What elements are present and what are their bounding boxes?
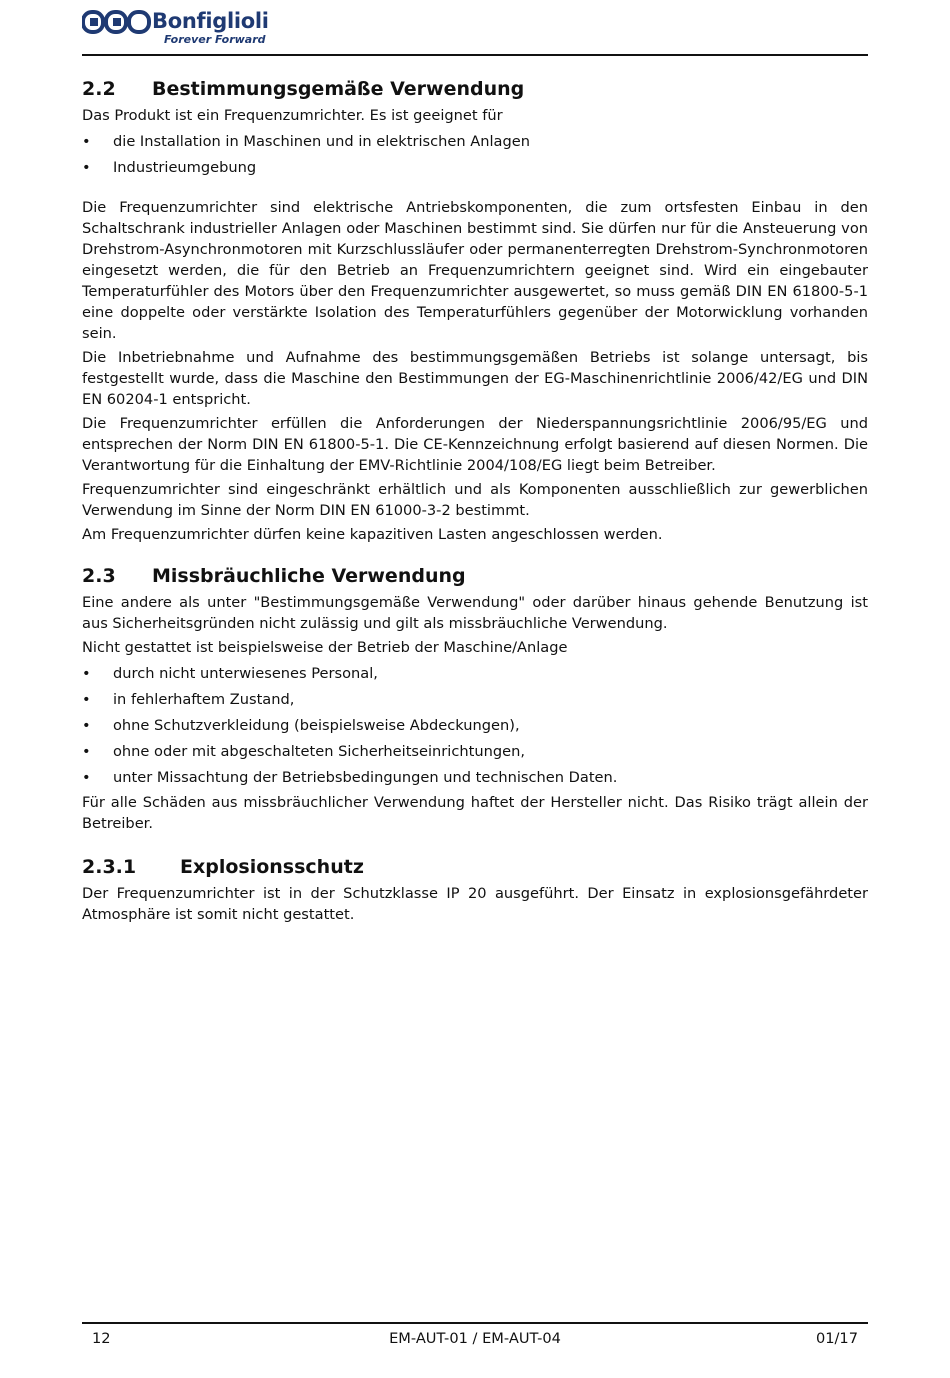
bullet-icon: •: [82, 159, 91, 176]
bullet-icon: •: [82, 717, 91, 734]
paragraph: Am Frequenzumrichter dürfen keine kapazitiven Lasten angeschlossen werden.: [82, 526, 663, 543]
bullet-icon: •: [82, 769, 91, 786]
usage-list: [82, 131, 868, 178]
section-heading-2-3-1: [82, 854, 868, 880]
intro-paragraph: Das Produkt ist ein Frequenzumrichter. Es ist geeignet für: [82, 107, 503, 124]
page-number: 12: [92, 1330, 111, 1347]
misuse-list: [82, 663, 868, 788]
section-heading-2-3: [82, 563, 868, 589]
revision-date: 01/17: [815, 1330, 858, 1347]
list-item: • in fehlerhaftem Zustand,: [82, 691, 295, 708]
page-header: [82, 6, 868, 56]
section-heading-2-2: [82, 76, 868, 102]
paragraph: Die Frequenzumrichter sind elektrische Antriebskomponenten, die zum ortsfesten Einbau in den Schaltschrank industrieller Anlagen oder Maschinen bestimmt sind. Sie dürfen nur für die Ansteuerung von Drehstrom-Asynchronmotoren mit Kurzschlussläufer oder permanenterregten Drehstrom-Synchronmotoren eingesetzt werden, die für den Betrieb an Frequenzumrichtern geeignet sind. Wird ein eingebauter Temperaturfühler des Motors über den Frequenzumrichter ausgewertet, so muss gemäß DIN EN 61800-5-1 eine doppelte oder verstärkte Isolation des Temperaturfühlers gegenüber der Motorwicklung vorhanden sein.: [82, 199, 868, 342]
section-number: 2.3.1: [82, 856, 137, 878]
paragraph: Die Inbetriebnahme und Aufnahme des bestimmungsgemäßen Betriebs ist solange untersagt, bis festgestellt wurde, dass die Maschine den Bestimmungen der EG-Maschinenrichtlinie 2006/42/EG und DIN EN 60204-1 entspricht.: [82, 349, 868, 408]
paragraph: Eine andere als unter "Bestimmungsgemäße Verwendung" oder darüber hinaus gehende Benutzung ist aus Sicherheitsgründen nicht zulässig und gilt als missbräuchliche Verwendung.: [82, 594, 868, 632]
list-item: • ohne Schutzverkleidung (beispielsweise Abdeckungen),: [82, 717, 520, 734]
section-title: Explosionsschutz: [180, 856, 364, 878]
bullet-icon: •: [82, 133, 91, 150]
paragraph: Nicht gestattet ist beispielsweise der Betrieb der Maschine/Anlage: [82, 639, 568, 656]
bullet-icon: •: [82, 665, 91, 682]
brand-logo: [82, 8, 269, 48]
paragraph: Die Frequenzumrichter erfüllen die Anforderungen der Niederspannungsrichtlinie 2006/95/EG und entsprechen der Norm DIN EN 61800-5-1. Die CE-Kennzeichnung erfolgt basierend auf diesen Normen. Die Verantwortung für die Einhaltung der EMV-Richtlinie 2004/108/EG liegt beim Betreiber.: [82, 415, 868, 474]
section-title: Missbräuchliche Verwendung: [152, 565, 466, 587]
list-item: • Industrieumgebung: [82, 159, 257, 176]
list-item: • durch nicht unterwiesenes Personal,: [82, 665, 378, 682]
bullet-icon: •: [82, 743, 91, 760]
section-title: Bestimmungsgemäße Verwendung: [152, 78, 525, 100]
bonfiglioli-logo-icon: [82, 8, 152, 38]
list-item: • unter Missachtung der Betriebsbedingungen und technischen Daten.: [82, 769, 618, 786]
list-item: • ohne oder mit abgeschalteten Sicherheitseinrichtungen,: [82, 743, 525, 760]
bullet-icon: •: [82, 691, 91, 708]
section-number: 2.3: [82, 565, 116, 587]
brand-tagline: Forever Forward: [164, 33, 266, 46]
list-item: • die Installation in Maschinen und in elektrischen Anlagen: [82, 133, 530, 150]
paragraph: Frequenzumrichter sind eingeschränkt erhältlich und als Komponenten ausschließlich zur gewerblichen Verwendung im Sinne der Norm DIN EN 61000-3-2 bestimmt.: [82, 481, 868, 519]
brand-name: Bonfiglioli: [152, 9, 269, 33]
paragraph: Für alle Schäden aus missbräuchlicher Verwendung haftet der Hersteller nicht. Das Risiko trägt allein der Betreiber.: [82, 794, 868, 832]
document-id: EM-AUT-01 / EM-AUT-04: [389, 1330, 561, 1347]
page-footer: [82, 1322, 868, 1354]
paragraph: Der Frequenzumrichter ist in der Schutzklasse IP 20 ausgeführt. Der Einsatz in explosionsgefährdeter Atmosphäre ist somit nicht gestattet.: [82, 885, 868, 923]
section-number: 2.2: [82, 78, 116, 100]
document-body: [82, 72, 868, 925]
